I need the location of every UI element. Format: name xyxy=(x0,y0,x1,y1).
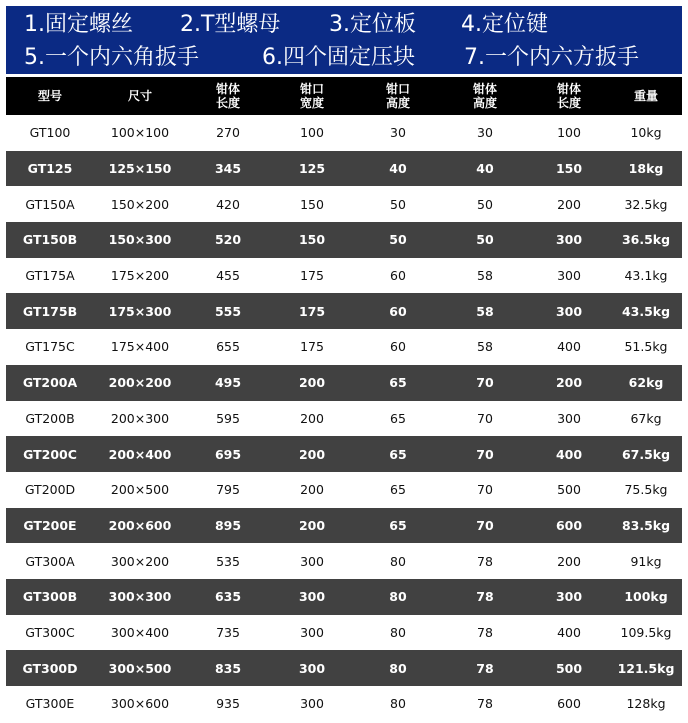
column-header: 钳口 高度 xyxy=(385,82,410,110)
table-row xyxy=(6,472,682,508)
table-cell: 80 xyxy=(390,553,406,569)
column-header: 尺寸 xyxy=(127,89,152,103)
banner-item: 4.定位键 xyxy=(461,12,548,37)
table-cell: 300×500 xyxy=(108,660,172,676)
table-cell: 50 xyxy=(477,196,493,212)
table-cell: GT100 xyxy=(29,125,71,141)
table-row xyxy=(6,365,682,401)
table-cell: 70 xyxy=(477,482,493,498)
table-cell: 300 xyxy=(555,589,583,605)
table-cell: 36.5kg xyxy=(621,232,671,248)
table-cell: 80 xyxy=(389,660,407,676)
table-cell: 200×400 xyxy=(108,446,172,462)
table-cell: 555 xyxy=(214,303,242,319)
table-cell: 455 xyxy=(216,268,240,284)
table-cell: 495 xyxy=(214,375,242,391)
table-cell: 175×300 xyxy=(108,303,172,319)
banner-item: 1.固定螺丝 xyxy=(24,12,133,37)
table-cell: 635 xyxy=(214,589,242,605)
table-cell: GT175C xyxy=(25,339,75,355)
table-header-row xyxy=(6,77,682,115)
table-cell: 40 xyxy=(389,161,407,177)
table-cell: 600 xyxy=(557,696,581,712)
table-cell: 50 xyxy=(390,196,406,212)
table-cell: 58 xyxy=(477,268,493,284)
table-row xyxy=(6,401,682,437)
table-cell: 150 xyxy=(555,161,583,177)
table-cell: 65 xyxy=(389,446,407,462)
table-cell: 200 xyxy=(300,482,324,498)
table-cell: 100 xyxy=(557,125,581,141)
table-row xyxy=(6,151,682,187)
table-cell: 109.5kg xyxy=(620,624,672,640)
table-cell: 150×300 xyxy=(108,232,172,248)
table-cell: 60 xyxy=(389,303,407,319)
table-row xyxy=(6,186,682,222)
table-cell: GT175A xyxy=(25,268,75,284)
table-cell: 51.5kg xyxy=(624,339,668,355)
table-cell: GT200B xyxy=(25,410,75,426)
table-row xyxy=(6,222,682,258)
table-cell: 83.5kg xyxy=(621,517,671,533)
table-cell: 695 xyxy=(214,446,242,462)
table-row xyxy=(6,543,682,579)
table-cell: 40 xyxy=(476,161,494,177)
table-cell: 70 xyxy=(476,517,494,533)
table-cell: 895 xyxy=(214,517,242,533)
table-cell: GT200C xyxy=(23,446,77,462)
table-row xyxy=(6,615,682,651)
table-cell: 150 xyxy=(298,232,326,248)
table-cell: 200 xyxy=(300,410,324,426)
table-cell: 200×500 xyxy=(110,482,170,498)
table-cell: GT300E xyxy=(25,696,75,712)
table-cell: 200×600 xyxy=(108,517,172,533)
table-cell: 600 xyxy=(555,517,583,533)
table-cell: 500 xyxy=(557,482,581,498)
table-cell: 50 xyxy=(389,232,407,248)
table-row xyxy=(6,579,682,615)
column-header: 钳体 长度 xyxy=(556,82,581,110)
table-cell: 300 xyxy=(300,553,324,569)
table-cell: GT300D xyxy=(22,660,78,676)
table-cell: GT125 xyxy=(27,161,73,177)
table-cell: 43.1kg xyxy=(624,268,668,284)
table-cell: 65 xyxy=(390,482,406,498)
table-cell: 125×150 xyxy=(108,161,172,177)
table-cell: 67.5kg xyxy=(621,446,671,462)
table-cell: 535 xyxy=(216,553,240,569)
table-cell: 175 xyxy=(300,339,324,355)
table-cell: 400 xyxy=(557,624,581,640)
table-cell: 58 xyxy=(476,303,494,319)
table-cell: 270 xyxy=(216,125,240,141)
table-cell: 78 xyxy=(477,696,493,712)
table-cell: 500 xyxy=(555,660,583,676)
table-cell: 400 xyxy=(557,339,581,355)
table-cell: 125 xyxy=(298,161,326,177)
table-cell: 128kg xyxy=(626,696,666,712)
table-cell: 150×200 xyxy=(110,196,170,212)
table-cell: 30 xyxy=(477,125,493,141)
table-cell: 18kg xyxy=(628,161,664,177)
table-cell: 80 xyxy=(390,696,406,712)
table-cell: 595 xyxy=(216,410,240,426)
table-cell: 175×200 xyxy=(110,268,170,284)
table-cell: 58 xyxy=(477,339,493,355)
table-cell: 300×400 xyxy=(110,624,170,640)
table-row xyxy=(6,293,682,329)
table-cell: 80 xyxy=(389,589,407,605)
table-cell: 300 xyxy=(298,660,326,676)
table-cell: 65 xyxy=(389,517,407,533)
table-cell: GT150B xyxy=(22,232,78,248)
table-cell: 78 xyxy=(477,624,493,640)
table-cell: 32.5kg xyxy=(624,196,668,212)
table-cell: 200 xyxy=(557,196,581,212)
column-header: 重量 xyxy=(633,89,658,103)
column-header: 型号 xyxy=(37,89,62,103)
table-cell: 735 xyxy=(216,624,240,640)
banner-item: 7.一个内六方扳手 xyxy=(464,45,639,70)
column-header: 钳体 长度 xyxy=(215,82,240,110)
table-cell: 935 xyxy=(216,696,240,712)
table-cell: 400 xyxy=(555,446,583,462)
table-cell: 420 xyxy=(216,196,240,212)
table-cell: 75.5kg xyxy=(624,482,668,498)
table-cell: 65 xyxy=(389,375,407,391)
table-cell: 60 xyxy=(390,339,406,355)
table-cell: 200×200 xyxy=(108,375,172,391)
table-cell: GT300A xyxy=(25,553,75,569)
table-row xyxy=(6,508,682,544)
table-cell: 200 xyxy=(555,375,583,391)
table-cell: 795 xyxy=(216,482,240,498)
table-cell: 80 xyxy=(390,624,406,640)
table-cell: 300×600 xyxy=(110,696,170,712)
table-cell: 300 xyxy=(298,589,326,605)
parts-banner xyxy=(6,6,682,74)
spec-table xyxy=(6,77,682,722)
table-cell: 300 xyxy=(557,410,581,426)
table-cell: 70 xyxy=(476,446,494,462)
table-cell: GT200A xyxy=(22,375,78,391)
table-cell: 300×300 xyxy=(108,589,172,605)
table-cell: 67kg xyxy=(630,410,662,426)
table-cell: 200 xyxy=(298,446,326,462)
table-cell: 70 xyxy=(477,410,493,426)
table-cell: 200 xyxy=(557,553,581,569)
column-header: 钳口 宽度 xyxy=(299,82,324,110)
table-cell: 100×100 xyxy=(110,125,170,141)
table-cell: 60 xyxy=(390,268,406,284)
table-cell: 200 xyxy=(298,375,326,391)
table-cell: 121.5kg xyxy=(617,660,675,676)
table-cell: GT150A xyxy=(25,196,75,212)
table-cell: 345 xyxy=(214,161,242,177)
table-cell: 175 xyxy=(298,303,326,319)
table-cell: 78 xyxy=(477,553,493,569)
table-cell: 78 xyxy=(476,660,494,676)
table-row xyxy=(6,258,682,294)
banner-item: 6.四个固定压块 xyxy=(262,45,415,70)
table-row xyxy=(6,686,682,722)
banner-item: 2.T型螺母 xyxy=(180,12,281,37)
table-cell: 50 xyxy=(476,232,494,248)
table-cell: 175×400 xyxy=(110,339,170,355)
table-cell: 30 xyxy=(390,125,406,141)
table-cell: GT300B xyxy=(22,589,78,605)
table-cell: GT200D xyxy=(24,482,76,498)
table-cell: 70 xyxy=(476,375,494,391)
table-row xyxy=(6,436,682,472)
table-cell: 100 xyxy=(300,125,324,141)
table-cell: 300×200 xyxy=(110,553,170,569)
table-cell: 300 xyxy=(555,232,583,248)
table-cell: 10kg xyxy=(630,125,662,141)
table-cell: 300 xyxy=(300,624,324,640)
table-row xyxy=(6,329,682,365)
table-cell: 200×300 xyxy=(110,410,170,426)
table-cell: 78 xyxy=(476,589,494,605)
banner-item: 3.定位板 xyxy=(329,12,416,37)
table-cell: 300 xyxy=(555,303,583,319)
table-cell: 300 xyxy=(300,696,324,712)
table-cell: 520 xyxy=(214,232,242,248)
table-cell: GT300C xyxy=(25,624,75,640)
table-cell: GT175B xyxy=(22,303,78,319)
table-row xyxy=(6,115,682,151)
table-cell: 175 xyxy=(300,268,324,284)
table-cell: 835 xyxy=(214,660,242,676)
table-cell: GT200E xyxy=(23,517,77,533)
table-cell: 65 xyxy=(390,410,406,426)
column-header: 钳体 高度 xyxy=(472,82,497,110)
table-cell: 655 xyxy=(216,339,240,355)
table-cell: 91kg xyxy=(630,553,662,569)
table-cell: 62kg xyxy=(628,375,664,391)
table-body xyxy=(6,115,682,722)
table-cell: 150 xyxy=(300,196,324,212)
table-row xyxy=(6,650,682,686)
table-cell: 300 xyxy=(557,268,581,284)
banner-item: 5.一个内六角扳手 xyxy=(24,45,199,70)
table-cell: 100kg xyxy=(624,589,668,605)
table-cell: 200 xyxy=(298,517,326,533)
table-cell: 43.5kg xyxy=(621,303,671,319)
